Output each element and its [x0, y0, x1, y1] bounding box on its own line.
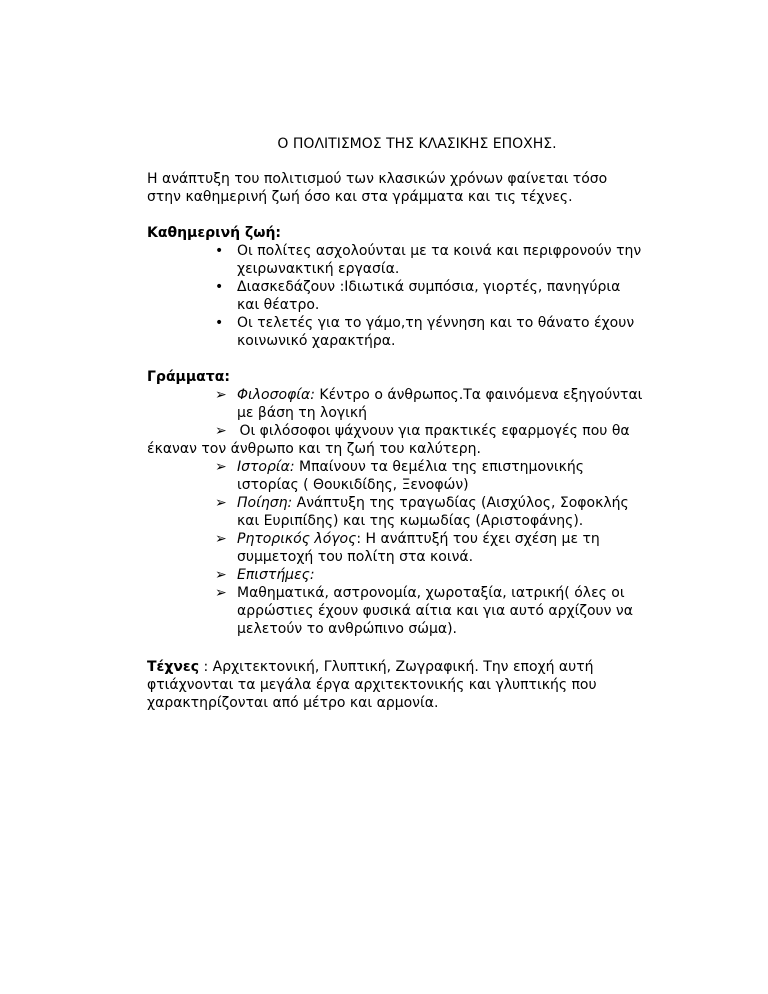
item-line: Οι τελετές για το γάμο,τη γέννηση και το θάνατο έχουν: [237, 315, 635, 331]
item-line: και Ευριπίδης) και της κωμωδίας (Αριστοφάνης).: [237, 513, 584, 529]
item-line: κοινωνικό χαρακτήρα.: [237, 333, 396, 349]
list-item: [147, 242, 687, 278]
arts-paragraph: [147, 658, 687, 712]
item-text: Ανάπτυξη της τραγωδίας (Αισχύλος, Σοφοκλής: [292, 495, 629, 511]
letters-heading: Γράμματα:: [147, 369, 230, 385]
arts-text: : Αρχιτεκτονική, Γλυπτική, Ζωγραφική. Την εποχή αυτή: [199, 659, 594, 675]
item-line: Οι πολίτες ασχολούνται με τα κοινά και περιφρονούν την: [237, 243, 642, 259]
list-item: [147, 566, 687, 584]
arrow-bullet-icon: ➢: [215, 495, 227, 511]
item-label: Ιστορία:: [237, 459, 295, 475]
arrow-bullet-icon: ➢: [215, 459, 227, 475]
item-line: Διασκεδάζουν :Ιδιωτικά συμπόσια, γιορτές, πανηγύρια: [237, 279, 621, 295]
item-label: Επιστήμες:: [237, 567, 315, 583]
daily-life-heading: Καθημερινή ζωή:: [147, 225, 282, 241]
arrow-bullet-icon: ➢: [215, 531, 227, 547]
item-line: με βάση τη λογική: [237, 405, 368, 421]
arrow-bullet-icon: ➢: [215, 423, 227, 439]
item-line: Μαθηματικά, αστρονομία, χωροταξία, ιατρική( όλες οι: [237, 585, 625, 601]
item-text: Οι φιλόσοφοι ψάχνουν για πρακτικές εφαρμογές που θα: [235, 423, 630, 439]
item-text: : Η ανάπτυξή του έχει σχέση με τη: [356, 531, 600, 547]
item-label: Ρητορικός λόγος: [237, 531, 357, 547]
list-item: [147, 458, 687, 494]
list-item: [147, 386, 687, 422]
item-line: ιστορίας ( Θουκιδίδης, Ξενοφών): [237, 477, 469, 493]
arts-label: Τέχνες: [147, 659, 200, 675]
item-line: έκαναν τον άνθρωπο και τη ζωή του καλύτερη.: [147, 441, 481, 457]
letters-list: [147, 386, 687, 638]
item-line: αρρώστιες έχουν φυσικά αίτια και για αυτό αρχίζουν να: [237, 603, 633, 619]
arrow-bullet-icon: ➢: [215, 567, 227, 583]
item-label: Φιλοσοφία:: [237, 387, 315, 403]
intro-line: στην καθημερινή ζωή όσο και στα γράμματα και τις τέχνες.: [147, 189, 573, 205]
document-title: Ο ΠΟΛΙΤΙΣΜΟΣ ΤΗΣ ΚΛΑΣΙΚΗΣ ΕΠΟΧΗΣ.: [277, 136, 557, 152]
daily-life-list: [147, 242, 687, 350]
list-item: [147, 278, 687, 314]
arrow-bullet-icon: ➢: [215, 585, 227, 601]
item-text: Κέντρο ο άνθρωπος.Τα φαινόμενα εξηγούνται: [314, 387, 643, 403]
item-label: Ποίηση:: [237, 495, 293, 511]
arts-line: χαρακτηρίζονται από μέτρο και αρμονία.: [147, 695, 439, 711]
item-line: χειρωνακτική εργασία.: [237, 261, 400, 277]
bullet-icon: •: [215, 243, 224, 259]
item-line: μελετούν το ανθρώπινο σώμα).: [237, 621, 458, 637]
intro-line: Η ανάπτυξη του πολιτισμού των κλασικών χρόνων φαίνεται τόσο: [147, 171, 608, 187]
list-item: [147, 584, 687, 638]
list-item: [147, 494, 687, 530]
item-line: συμμετοχή του πολίτη στα κοινά.: [237, 549, 474, 565]
bullet-icon: •: [215, 279, 224, 295]
item-line: και θέατρο.: [237, 297, 320, 313]
item-text: Μπαίνουν τα θεμέλια της επιστημονικής: [294, 459, 584, 475]
intro-paragraph: [147, 170, 687, 206]
bullet-icon: •: [215, 315, 224, 331]
list-item: [147, 422, 687, 458]
list-item: [147, 314, 687, 350]
arrow-bullet-icon: ➢: [215, 387, 227, 403]
list-item: [147, 530, 687, 566]
arts-line: φτιάχνονται τα μεγάλα έργα αρχιτεκτονικής και γλυπτικής που: [147, 677, 597, 693]
